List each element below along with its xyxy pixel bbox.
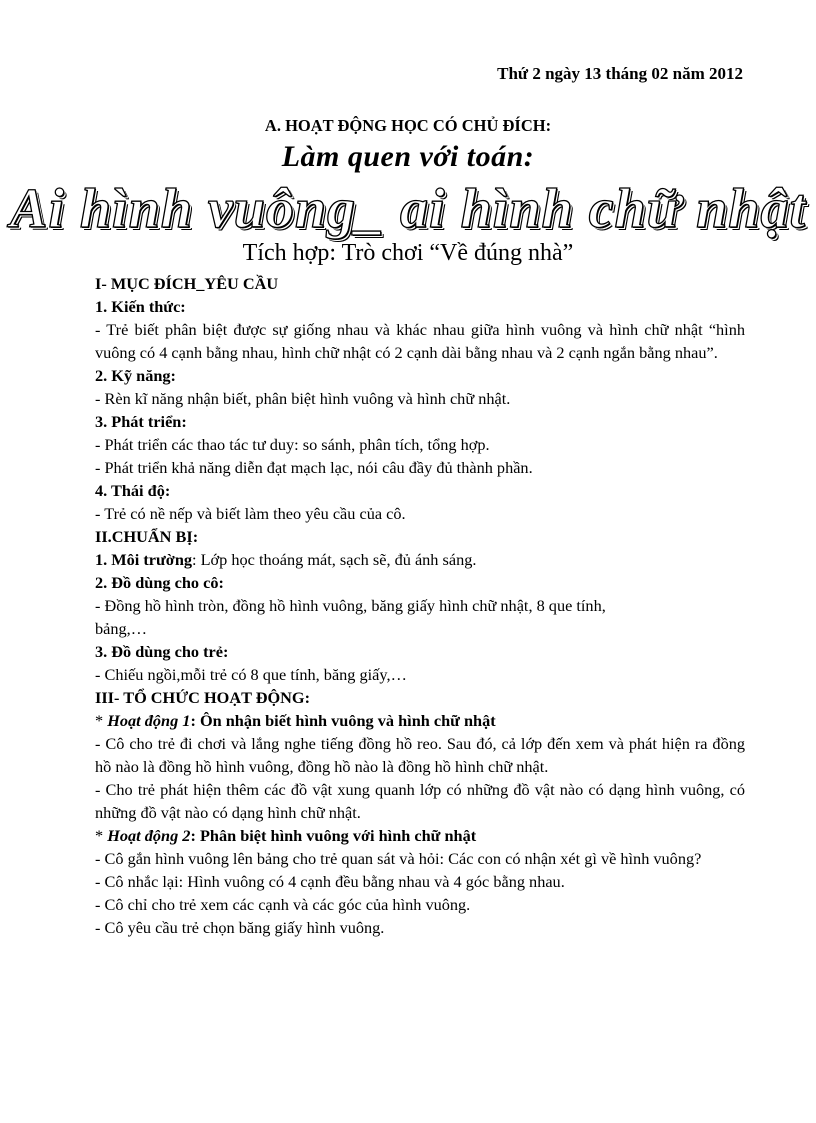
subject-title: Làm quen với toán: [281, 140, 535, 173]
section-3-heading: III- TỔ CHỨC HOẠT ĐỘNG: [95, 688, 310, 707]
skills-heading: 2. Kỹ năng: [95, 366, 176, 385]
activity-1-label: Hoạt động 1 [107, 711, 191, 730]
teacher-materials-heading: 2. Đồ dùng cho cô: [95, 573, 224, 592]
activity-2-paragraph-1: - Cô gắn hình vuông lên bảng cho trẻ quan sát và hỏi: Các con có nhận xét gì về hình vuông? [95, 849, 702, 868]
activity-2-heading [95, 824, 745, 847]
activity-2-label: Hoạt động 2 [107, 826, 191, 845]
environment-line [95, 548, 745, 571]
teacher-materials-text-1: - Đồng hồ hình tròn, đồng hồ hình vuông, băng giấy hình chữ nhật, 8 que tính, [95, 596, 606, 615]
section-2-heading: II.CHUẨN BỊ: [95, 527, 199, 546]
activity-1-heading [95, 709, 745, 732]
teacher-materials-text-2: bảng,… [95, 619, 147, 638]
attitude-heading: 4. Thái độ: [95, 481, 171, 500]
document-body [95, 272, 745, 939]
activity-2-paragraph-2: - Cô nhắc lại: Hình vuông có 4 cạnh đều bằng nhau và 4 góc bằng nhau. [95, 872, 565, 891]
knowledge-heading: 1. Kiến thức: [95, 297, 186, 316]
lesson-title: Ai hình vuông_ ai hình chữ nhật [10, 178, 806, 240]
activity-2-paragraph-4: - Cô yêu cầu trẻ chọn băng giấy hình vuông. [95, 918, 385, 937]
knowledge-text: - Trẻ biết phân biệt được sự giống nhau và khác nhau giữa hình vuông và hình chữ nhật “hình vuông có 4 cạnh bằng nhau, hình chữ nhật có 2 cạnh dài bằng nhau và 2 cạnh ngắn bằng nhau”. [95, 320, 745, 362]
develop-text-2: - Phát triển khả năng diễn đạt mạch lạc, nói câu đầy đủ thành phần. [95, 458, 533, 477]
section-1-heading: I- MỤC ĐÍCH_YÊU CẦU [95, 274, 279, 293]
skills-text: - Rèn kĩ năng nhận biết, phân biệt hình vuông và hình chữ nhật. [95, 389, 511, 408]
activity-1-paragraph-2: - Cho trẻ phát hiện thêm các đồ vật xung quanh lớp có những đồ vật nào có dạng hình vuông, có những đồ vật nào có dạng hình chữ nhật. [95, 780, 745, 822]
develop-heading: 3. Phát triển: [95, 412, 187, 431]
activity-1-star: * [95, 711, 108, 730]
activity-1-paragraph-1: - Cô cho trẻ đi chơi và lắng nghe tiếng đồng hồ reo. Sau đó, cả lớp đến xem và phát hiện ra đồng hồ nào là đồng hồ hình vuông, đồng hồ nào là đồng hồ hình chữ nhật. [95, 734, 745, 776]
integration-line: Tích hợp: Trò chơi “Về đúng nhà” [242, 240, 574, 266]
activity-2-title: : Phân biệt hình vuông với hình chữ nhật [190, 826, 477, 845]
child-materials-heading: 3. Đồ dùng cho trẻ: [95, 642, 229, 661]
activity-1-title: : Ôn nhận biết hình vuông và hình chữ nhật [190, 711, 496, 730]
develop-text-1: - Phát triển các thao tác tư duy: so sánh, phân tích, tổng hợp. [95, 435, 490, 454]
attitude-text: - Trẻ có nề nếp và biết làm theo yêu cầu của cô. [95, 504, 406, 523]
activity-2-star: * [95, 826, 108, 845]
environment-text: : Lớp học thoáng mát, sạch sẽ, đủ ánh sáng. [192, 550, 477, 569]
environment-label: 1. Môi trường [95, 550, 193, 569]
section-a-heading: A. HOẠT ĐỘNG HỌC CÓ CHỦ ĐÍCH: [264, 116, 552, 135]
activity-2-paragraph-3: - Cô chỉ cho trẻ xem các cạnh và các góc của hình vuông. [95, 895, 471, 914]
document-date: Thứ 2 ngày 13 tháng 02 năm 2012 [497, 64, 743, 83]
child-materials-text: - Chiếu ngồi,mỗi trẻ có 8 que tính, băng giấy,… [95, 665, 407, 684]
